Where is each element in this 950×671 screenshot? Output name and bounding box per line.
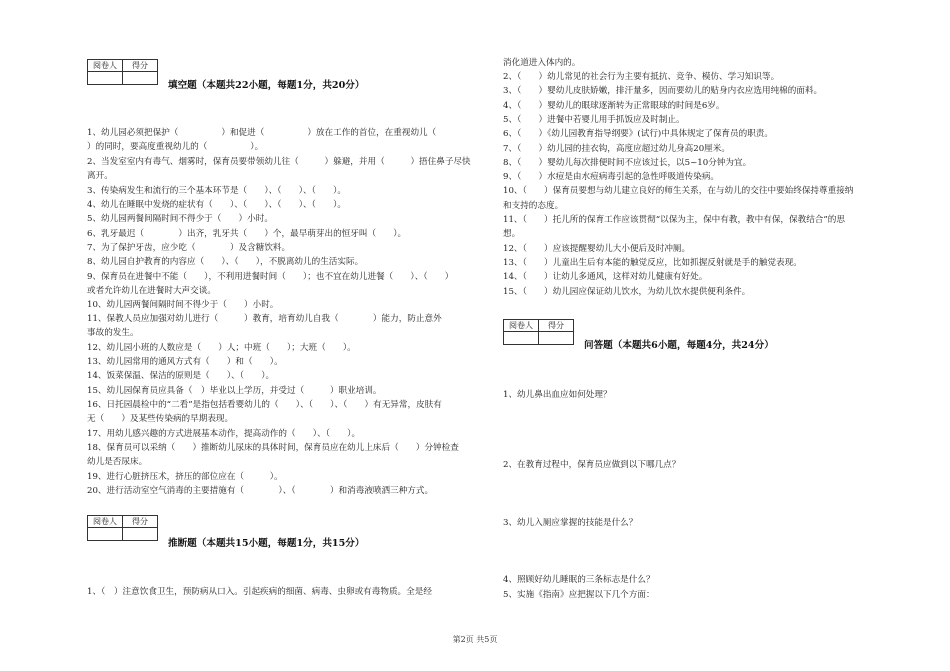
- fill-line: 13、幼儿园常用的通风方式有（ ）和（ ）。: [87, 357, 283, 367]
- fill-line: 7、为了保护牙齿，应少吃（ ）及含糖饮料。: [87, 243, 291, 253]
- fill-line: 17、用幼儿感兴趣的方式进展基本动作，提高动作的（ ）、（ ）。: [87, 429, 361, 439]
- fill-line: 14、饭菜保温、保洁的原则是（ ）、（ ）。: [87, 371, 275, 381]
- fill-line: 事故的发生。: [87, 328, 139, 338]
- qa-question-1: 1、幼儿鼻出血应如何处理？: [503, 390, 612, 400]
- score-box-judge: [87, 515, 158, 541]
- fill-line: 8、幼儿园自护教育的内容应（ ）、（ ），不脱离幼儿的生活实际。: [87, 257, 364, 267]
- fill-line: 20、进行活动室空气消毒的主要措施有（ ）、（ ）和消毒液喷洒三种方式。: [87, 486, 434, 496]
- fill-line: 12、幼儿园小班的人数应是（ ）人；中班（ ）；大班（ ）。: [87, 343, 356, 353]
- fill-line: 2、当发室室内有毒气、烟雾时，保育员要带领幼儿往（ ）躲避，并用（ ）捂住鼻子尽快: [87, 157, 471, 167]
- score-label: 得分: [123, 516, 158, 528]
- fill-line: ）的同时，要高度重视幼儿的（ ）。: [87, 142, 264, 152]
- reviewer-label: 阅卷人: [504, 320, 539, 332]
- judge-line: 2、（ ）幼儿常见的社会行为主要有抵抗、竞争、模仿、学习知识等。: [503, 72, 780, 82]
- judge-line: 6、（ ）《幼儿园教育指导纲要》(试行)中具体规定了保育员的职责。: [503, 129, 773, 139]
- judge-line: 13、（ ）儿童出生后有本能的触觉反应，比如抓握反射就是手的触觉表现。: [503, 258, 802, 268]
- score-box-qa: [503, 319, 574, 345]
- judge-line: 消化道进入体内的。: [503, 58, 581, 68]
- judge-line: 9、（ ）水痘是由水痘病毒引起的急性呼吸道传染病。: [503, 172, 720, 182]
- fill-line: 6、乳牙最迟（ ）出齐，乳牙共（ ）个，最早萌芽出的恒牙叫（ ）。: [87, 229, 407, 239]
- fill-line: 16、日托园晨检中的“二看”是指包括看婴幼儿的（ ）、（ ）、（ ）有无异常，皮肤有: [87, 400, 442, 410]
- judge-line: 和支持的态度。: [503, 201, 564, 211]
- judge-line: 5、（ ）进餐中若婴儿用手抓饭应及时制止。: [503, 115, 685, 125]
- page-footer: 第2页 共5页: [452, 635, 498, 644]
- qa-question-3: 3、幼儿入厕应掌握的技能是什么？: [503, 518, 638, 528]
- fill-line: 18、保育员可以采纳（ ）推断幼儿尿床的具体时间，保育员应在幼儿上床后（ ）分钟检查: [87, 443, 459, 453]
- judge-line: 11、（ ）托儿所的保育工作应该贯彻“以保为主，保中有教，教中有保，保教结合”的思: [503, 215, 845, 225]
- judge-heading: 推断题（本题共15小题，每题1分，共15分）: [168, 538, 365, 549]
- fill-line: 1、幼儿园必须把保护（ ）和促进（ ）放在工作的首位，在重视幼儿（: [87, 128, 437, 138]
- qa-question-2: 2、在教育过程中，保育员应做到以下哪几点？: [503, 460, 681, 470]
- score-label: 得分: [123, 60, 158, 72]
- judge-line: 3、（ ）婴幼儿皮肤娇嫩，排汗量多，因而要幼儿的贴身内衣应选用纯棉的面料。: [503, 86, 823, 96]
- fill-line: 9、保育员在进餐中不能（ ），不利用进餐时间（ ）；也不宜在幼儿进餐（ ）、（ ）: [87, 272, 454, 282]
- judge-line: 14、（ ）让幼儿多通风，这样对幼儿健康有好处。: [503, 272, 708, 282]
- fill-line: 或者允许幼儿在进餐时大声交谈。: [87, 286, 216, 296]
- fill-line: 19、进行心脏挤压术，挤压的部位应在（ ）。: [87, 472, 283, 482]
- judge-line: 7、（ ）幼儿园的挂衣钩，高度应超过幼儿身高20厘米。: [503, 144, 730, 154]
- qa-question-4: 4、照顾好幼儿睡眠的三条标志是什么？: [503, 575, 655, 585]
- fill-line: 无（ ）及某些传染病的早期表现。: [87, 414, 234, 424]
- fill-heading: 填空题（本题共22小题，每题1分，共20分）: [168, 80, 365, 91]
- fill-line: 5、幼儿园两餐间隔时间不得少于（ ）小时。: [87, 214, 273, 224]
- fill-line: 15、幼儿园保育员应具备（ ）毕业以上学历，并受过（ ）职业培训。: [87, 386, 382, 396]
- fill-line: 幼儿是否尿床。: [87, 457, 148, 467]
- fill-line: 10、幼儿园两餐间隔时间不得少于（ ）小时。: [87, 300, 279, 310]
- judge-line: 8、（ ）婴幼儿每次排便时间不应该过长，以5~10分钟为宜。: [503, 158, 752, 168]
- score-box-fill: [87, 59, 158, 85]
- reviewer-label: 阅卷人: [88, 516, 123, 528]
- judge-line: 1、（ ）注意饮食卫生，预防病从口入。引起疾病的细菌、病毒、虫卵或有毒物质。全是经: [87, 587, 432, 597]
- reviewer-label: 阅卷人: [88, 60, 123, 72]
- judge-line: 4、（ ）婴幼儿的眼球逐渐转为正常眼球的时间是6岁。: [503, 101, 725, 111]
- fill-line: 11、保教人员应加强对幼儿进行（ ）教育，培育幼儿自我（ ）能力，防止意外: [87, 314, 442, 324]
- score-label: 得分: [539, 320, 574, 332]
- judge-line: 12、（ ）应该提醒婴幼儿大小便后及时冲厕。: [503, 244, 691, 254]
- judge-line: 10、（ ）保育员要想与幼儿建立良好的师生关系，在与幼儿的交往中要始终保持尊重接纳: [503, 186, 854, 196]
- fill-line: 3、传染病发生和流行的三个基本环节是（ ）、（ ）、（ ）。: [87, 186, 346, 196]
- fill-line: 离开。: [87, 171, 113, 181]
- judge-line: 想。: [503, 229, 521, 239]
- judge-line: 15、（ ）幼儿园应保证幼儿饮水，为幼儿饮水提供便利条件。: [503, 287, 751, 297]
- qa-heading: 问答题（本题共6小题，每题4分，共24分）: [584, 340, 774, 351]
- qa-question-5: 5、实施《指南》应把握以下几个方面：: [503, 590, 655, 600]
- fill-line: 4、幼儿在睡眠中发烧的症状有（ ）、（ ）、（ ）、（ ）。: [87, 200, 346, 210]
